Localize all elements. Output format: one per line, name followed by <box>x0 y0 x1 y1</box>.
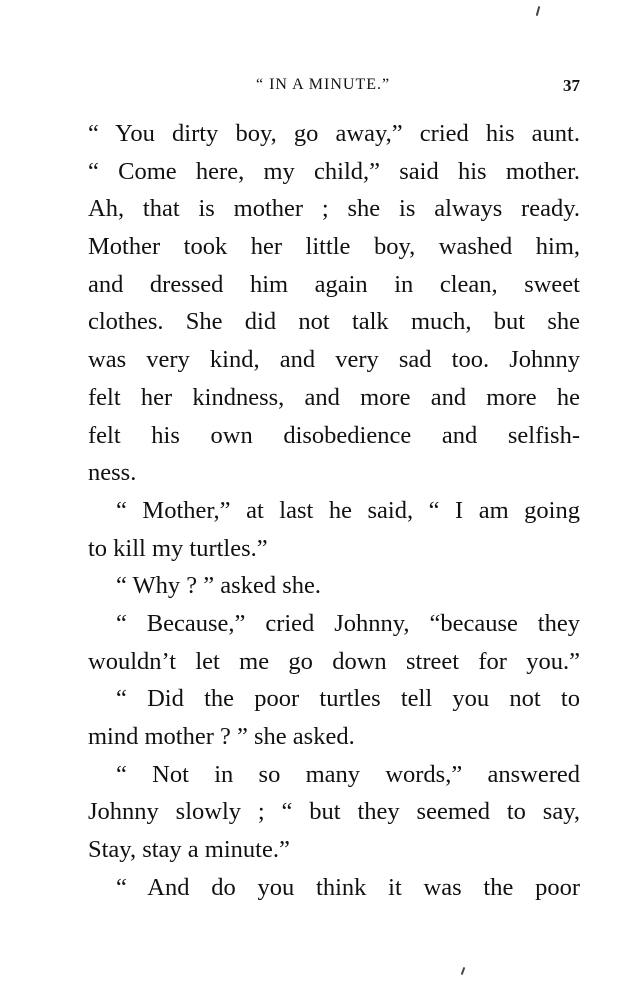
text-line: “ And do you think it was the poor <box>116 873 580 901</box>
text-line: “ You dirty boy, go away,” cried his aunt. <box>88 120 580 147</box>
text-line: felt his own disobedience and selfish- <box>88 421 580 449</box>
text-line: “ Come here, my child,” said his mother. <box>88 157 580 185</box>
text-line: and dressed him again in clean, sweet <box>88 270 580 298</box>
text-line: “ Did the poor turtles tell you not to <box>116 685 580 713</box>
scan-speck-top <box>536 6 541 16</box>
text-line: Johnny slowly ; “ but they seemed to say, <box>88 798 580 826</box>
body-text <box>88 115 580 906</box>
text-line: Ah, that is mother ; she is always ready. <box>88 195 580 223</box>
text-line: was very kind, and very sad too. Johnny <box>88 346 580 374</box>
text-line: “ Why ? ” asked she. <box>116 572 321 600</box>
text-line: “ Because,” cried Johnny, “because they <box>116 609 580 637</box>
text-line: Mother took her little boy, washed him, <box>88 233 580 261</box>
text-line: felt her kindness, and more and more he <box>88 383 580 411</box>
text-line: clothes. She did not talk much, but she <box>88 308 580 336</box>
text-line: to kill my turtles.” <box>88 534 268 562</box>
running-head <box>0 76 635 100</box>
scan-speck-bottom <box>461 967 466 975</box>
text-line: ness. <box>88 459 137 487</box>
page-number: 37 <box>563 76 580 95</box>
text-line: “ Mother,” at last he said, “ I am going <box>116 496 580 524</box>
text-line: “ Not in so many words,” answered <box>116 760 580 788</box>
text-line: Stay, stay a minute.” <box>88 836 290 864</box>
running-title: “ IN A MINUTE.” <box>256 76 391 93</box>
text-line: wouldn’t let me go down street for you.” <box>88 647 580 675</box>
text-line: mind mother ? ” she asked. <box>88 723 355 750</box>
